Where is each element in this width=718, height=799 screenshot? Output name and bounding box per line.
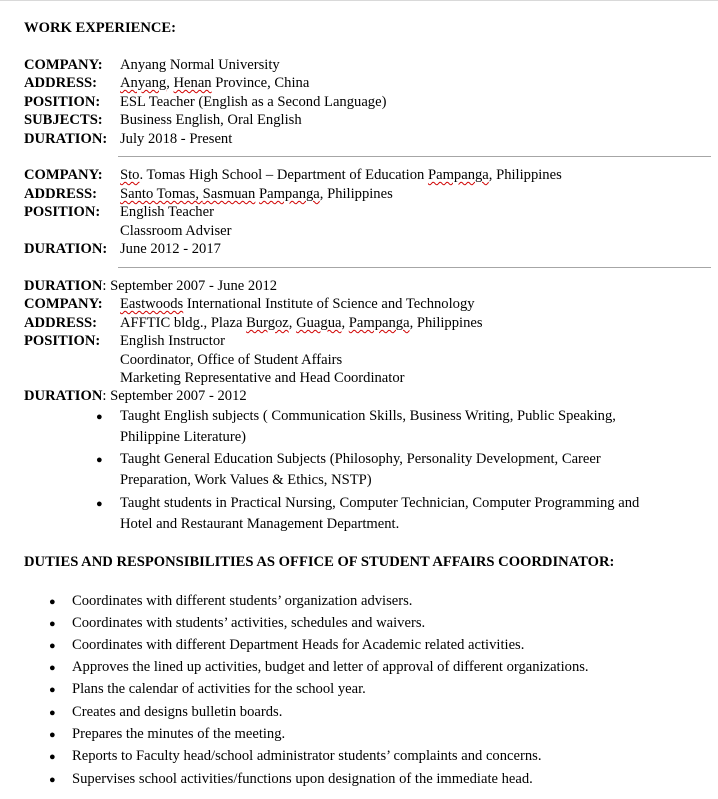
job1-company: Anyang Normal University <box>120 57 280 73</box>
job2-position-2: Classroom Adviser <box>120 223 232 239</box>
bullet-icon: ● <box>96 411 103 423</box>
job2-position-row <box>24 203 214 221</box>
job2-address-row <box>24 185 393 203</box>
job3-company: Eastwoods International Institute of Science and Technology <box>120 296 475 312</box>
duration-label: DURATION <box>24 278 103 294</box>
job3-bullet-2-line-2: Preparation, Work Values & Ethics, NSTP) <box>120 472 372 488</box>
address-label: ADDRESS: <box>24 186 97 202</box>
job2-duration-row <box>24 240 221 258</box>
bullet-icon: ● <box>49 684 56 696</box>
subjects-label: SUBJECTS: <box>24 112 103 128</box>
duties-title: DUTIES AND RESPONSIBILITIES AS OFFICE OF STUDENT AFFAIRS COORDINATOR: <box>24 554 615 570</box>
company-label: COMPANY: <box>24 167 103 183</box>
bullet-icon: ● <box>49 596 56 608</box>
duration-label: DURATION: <box>24 131 108 147</box>
company-label: COMPANY: <box>24 296 103 312</box>
position-label: POSITION: <box>24 204 101 220</box>
company-label: COMPANY: <box>24 57 103 73</box>
job3-address: AFFTIC bldg., Plaza Burgoz, Guagua, Pampanga, Philippines <box>120 315 483 331</box>
job2-position-1: English Teacher <box>120 204 214 220</box>
job3-duration-top-row <box>24 277 277 295</box>
job3-position-3: Marketing Representative and Head Coordinator <box>120 370 405 386</box>
duty-item: Supervises school activities/functions upon designation of the immediate head. <box>72 771 533 787</box>
bullet-icon: ● <box>49 729 56 741</box>
bullet-icon: ● <box>49 751 56 763</box>
bullet-icon: ● <box>96 498 103 510</box>
bullet-icon: ● <box>49 640 56 652</box>
section-divider <box>118 267 711 268</box>
job3-bullet-1-line-2: Philippine Literature) <box>120 429 247 445</box>
duty-item: Plans the calendar of activities for the school year. <box>72 681 366 697</box>
job1-address-row <box>24 74 310 92</box>
job3-bullet-1-line-1: Taught English subjects ( Communication Skills, Business Writing, Public Speaking, <box>120 408 616 424</box>
duty-item: Coordinates with different students’ organization advisers. <box>72 593 413 609</box>
job1-subjects: Business English, Oral English <box>120 112 302 128</box>
section-divider <box>118 156 711 157</box>
job3-duration-top: : September 2007 - June 2012 <box>102 278 278 294</box>
address-label: ADDRESS: <box>24 315 97 331</box>
job3-bullet-3-line-1: Taught students in Practical Nursing, Computer Technician, Computer Programming and <box>120 495 640 511</box>
job1-duration: July 2018 - Present <box>120 131 233 147</box>
section-title: WORK EXPERIENCE: <box>24 20 177 36</box>
duty-item: Approves the lined up activities, budget and letter of approval of different organizations. <box>72 659 589 675</box>
job2-company: Sto. Tomas High School – Department of Education Pampanga, Philippines <box>120 167 562 183</box>
duty-item: Coordinates with students’ activities, schedules and waivers. <box>72 615 426 631</box>
position-label: POSITION: <box>24 94 101 110</box>
job1-address: Anyang, Henan Province, China <box>120 75 310 91</box>
bullet-icon: ● <box>49 662 56 674</box>
duty-item: Prepares the minutes of the meeting. <box>72 726 286 742</box>
position-label: POSITION: <box>24 333 101 349</box>
job1-subjects-row <box>24 111 302 129</box>
job3-duration-bottom: : September 2007 - 2012 <box>102 388 247 404</box>
job1-position-row <box>24 93 387 111</box>
bullet-icon: ● <box>49 774 56 786</box>
duty-item: Creates and designs bulletin boards. <box>72 704 283 720</box>
job3-position-2: Coordinator, Office of Student Affairs <box>120 352 343 368</box>
bullet-icon: ● <box>49 707 56 719</box>
duty-item: Reports to Faculty head/school administrator students’ complaints and concerns. <box>72 748 542 764</box>
bullet-icon: ● <box>49 618 56 630</box>
job1-duration-row <box>24 130 233 148</box>
page-top-border <box>0 0 718 1</box>
job2-address: Santo Tomas, Sasmuan Pampanga, Philippines <box>120 186 393 202</box>
duration-label: DURATION: <box>24 241 108 257</box>
duration-label: DURATION <box>24 388 103 404</box>
job3-position-row <box>24 332 225 350</box>
job3-bullet-2-line-1: Taught General Education Subjects (Philosophy, Personality Development, Career <box>120 451 601 467</box>
job1-position: ESL Teacher (English as a Second Language) <box>120 94 387 110</box>
job2-company-row <box>24 166 562 184</box>
job1-company-row <box>24 56 280 74</box>
address-label: ADDRESS: <box>24 75 97 91</box>
duty-item: Coordinates with different Department Heads for Academic related activities. <box>72 637 525 653</box>
bullet-icon: ● <box>96 454 103 466</box>
job2-duration: June 2012 - 2017 <box>120 241 221 257</box>
job3-position-1: English Instructor <box>120 333 225 349</box>
job3-address-row <box>24 314 483 332</box>
job3-company-row <box>24 295 475 313</box>
job3-duration-bottom-row <box>24 387 247 405</box>
job3-bullet-3-line-2: Hotel and Restaurant Management Department. <box>120 516 400 532</box>
